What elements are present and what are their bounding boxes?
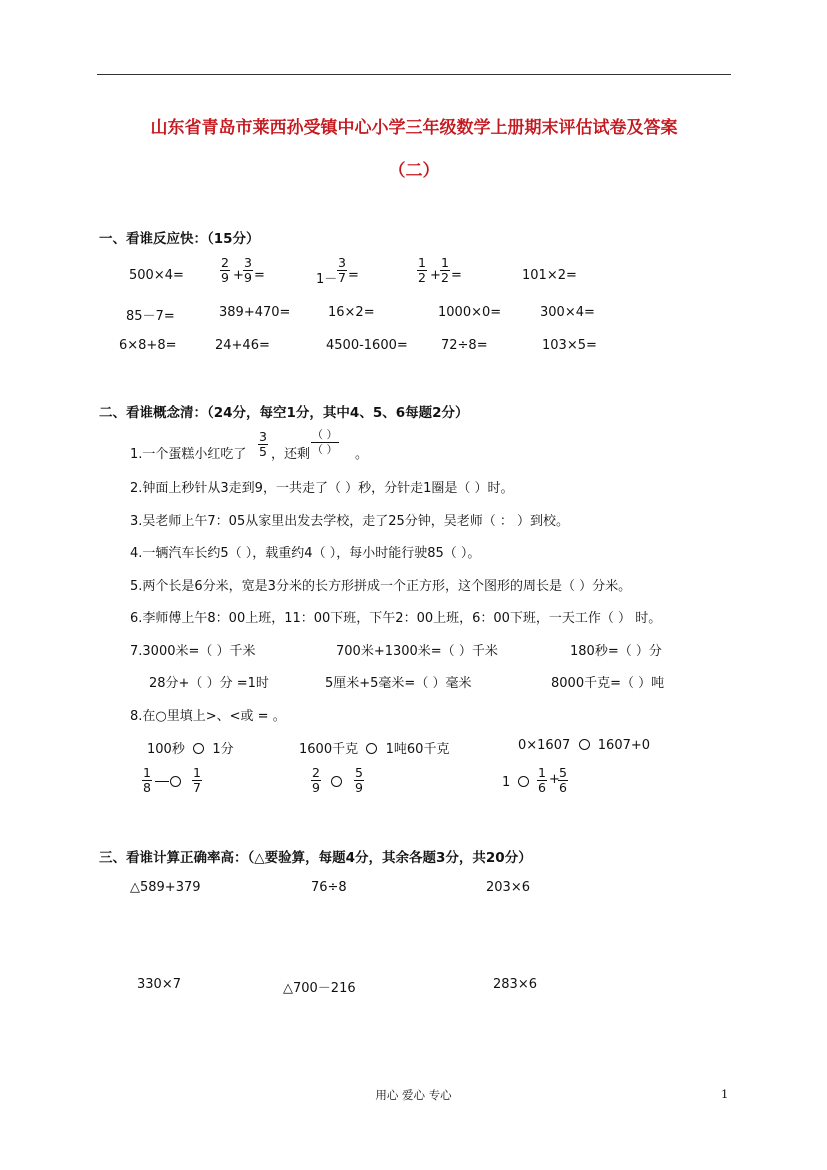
s1-r2-q1: 85－7= [126, 309, 175, 324]
equals: = [451, 268, 462, 283]
s3-r2-q2: △700－216 [283, 981, 356, 996]
s2-q4: 4.一辆汽车长约5（ ），载重约4（ ），每小时能行驶85（ ）。 [130, 546, 481, 561]
s1-r2-q2: 389+470= [219, 305, 291, 320]
s1-r2-q4: 1000×0= [438, 305, 502, 320]
fraction: $\frac{1}{2}$ [441, 255, 449, 285]
s2-q1-text-mid: ，还剩 [271, 447, 311, 462]
s1-r3-q3: 4500-1600= [326, 338, 408, 353]
s2-q7-f: 8000千克=（ ）吨 [551, 676, 665, 691]
s1-r3-q1: 6×8+8= [119, 338, 177, 353]
compare-circle[interactable] [193, 743, 204, 754]
s2-q1-text: 1.一个蛋糕小红吃了 [130, 447, 247, 462]
equals: = [254, 268, 265, 283]
page-title: 山东省青岛市莱西孙受镇中心小学三年级数学上册期末评估试卷及答案 [150, 118, 678, 138]
fraction: $\frac{5}{6}$ [559, 765, 567, 795]
s2-q7-a: 7.3000米=（ ）千米 [130, 644, 256, 659]
fraction: $\frac{1}{6}$ [538, 765, 546, 795]
compare-circle[interactable] [579, 739, 590, 750]
s3-r2-q3: 283×6 [493, 977, 537, 992]
fraction: $\frac{1}{8}$ [143, 765, 151, 795]
operator: + [430, 268, 441, 283]
operator: 1－ [316, 272, 338, 287]
s2-q5: 5.两个长是6分米，宽是3分米的长方形拼成一个正方形，这个图形的周长是（ ）分米。 [130, 579, 632, 594]
footer-text: 用心 爱心 专心 [375, 1088, 452, 1102]
s2-q6: 6.李师傅上午8：00上班，11：00下班，下午2：00上班，6：00下班，一天工作（ ） 时。 [130, 611, 662, 626]
number: 1 [502, 775, 511, 790]
s1-r3-q4: 72÷8= [441, 338, 488, 353]
fraction: $\frac{3}{7}$ [338, 255, 346, 285]
s2-q7-c: 180秒=（ ）分 [570, 644, 662, 659]
fraction: $\frac{1}{2}$ [418, 255, 426, 285]
fraction: $\frac{1}{7}$ [193, 765, 201, 795]
s2-q2: 2.钟面上秒针从3走到9，一共走了（ ）秒，分针走1圈是（ ）时。 [130, 481, 514, 496]
operator: + [233, 268, 244, 283]
compare-item: 100秒 1分 [147, 742, 234, 757]
section-3-heading: 三、看谁计算正确率高：（△要验算，每题4分，其余各题3分，共20分） [99, 850, 532, 866]
section-1-heading: 一、看谁反应快：（15分） [99, 231, 260, 247]
fraction: $\frac{5}{9}$ [355, 765, 363, 795]
fraction: $\frac{3}{9}$ [244, 255, 252, 285]
period: 。 [355, 447, 369, 462]
page-title-suffix: （二） [388, 161, 440, 181]
compare-circle[interactable] [331, 776, 342, 787]
page-number: 1 [721, 1087, 729, 1101]
s1-r1-q1: 500×4= [129, 268, 184, 283]
s3-r1-q1: △589+379 [130, 880, 201, 895]
header-rule [97, 74, 731, 75]
fraction: $\frac{2}{9}$ [221, 255, 229, 285]
s2-q3: 3.吴老师上午7：05从家里出发去学校，走了25分钟，吴老师（ ： ）到校。 [130, 514, 570, 529]
s2-q7-b: 700米+1300米=（ ）千米 [336, 644, 498, 659]
s2-q8: 8.在○里填上>、<或 = 。 [130, 709, 286, 724]
operator: + [549, 772, 560, 787]
compare-circle[interactable] [170, 776, 181, 787]
compare-item: 0×1607 1607+0 [518, 738, 651, 753]
s1-r3-q5: 103×5= [542, 338, 597, 353]
compare-item: 1600千克 1吨60千克 [299, 742, 450, 757]
compare-circle[interactable] [518, 776, 529, 787]
s1-r3-q2: 24+46= [215, 338, 270, 353]
s1-r2-q5: 300×4= [540, 305, 595, 320]
section-2-heading: 二、看谁概念清：（24分，每空1分，其中4、5、6每题2分） [99, 405, 469, 421]
s1-r2-q3: 16×2= [328, 305, 375, 320]
equals: = [348, 268, 359, 283]
s1-r1-q5: 101×2= [522, 268, 577, 283]
s2-q7-e: 5厘米+5毫米=（ ）毫米 [325, 676, 472, 691]
s3-r1-q3: 203×6 [486, 880, 530, 895]
fraction-bar-extension [155, 781, 169, 782]
s3-r2-q1: 330×7 [137, 977, 181, 992]
fraction: $\frac{2}{9}$ [312, 765, 320, 795]
compare-circle[interactable] [366, 743, 377, 754]
fraction: $\frac{3}{5}$ [259, 429, 267, 459]
s3-r1-q2: 76÷8 [311, 880, 347, 895]
answer-fraction-blank[interactable]: （ ） （ ） [312, 428, 338, 456]
s2-q7-d: 28分+（ ）分 =1时 [149, 676, 269, 691]
